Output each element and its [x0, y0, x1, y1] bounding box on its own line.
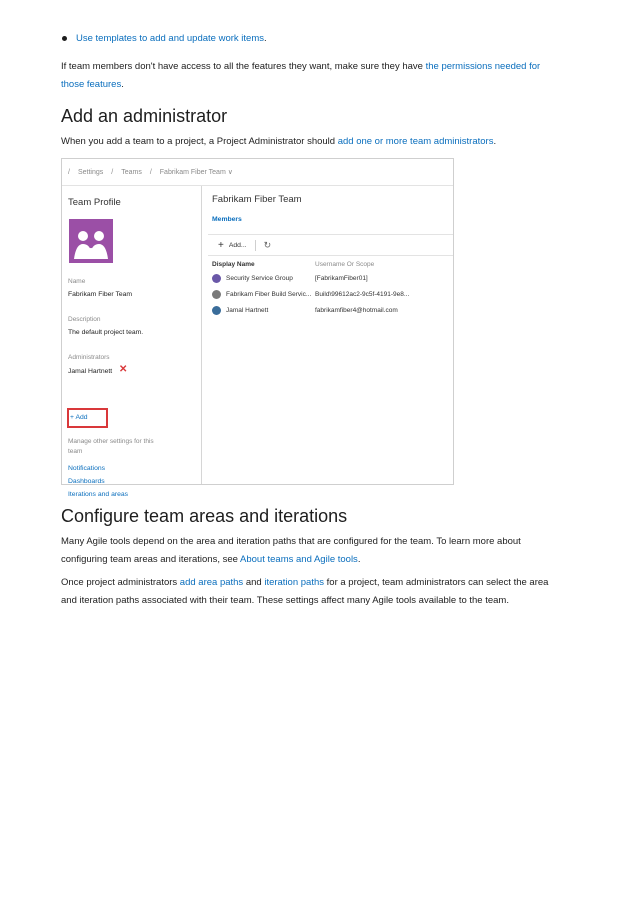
add-admin-button[interactable]: + Add: [70, 414, 88, 421]
manage-text-line-1: Manage other settings for this: [68, 438, 154, 445]
bullet-item: [61, 33, 267, 44]
service-account-icon: [212, 290, 221, 299]
breadcrumb-settings[interactable]: Settings: [77, 168, 104, 176]
paragraph-text: When you add a team to a project, a Project Administrator should: [61, 136, 338, 147]
table-row[interactable]: [212, 306, 453, 315]
bullet-dot-icon: [62, 36, 67, 41]
team-avatar-icon: [69, 219, 113, 263]
row-display-name: Fabrikam Fiber Build Servic...: [226, 291, 312, 298]
paragraph-suffix: .: [493, 136, 497, 147]
iteration-paths-link[interactable]: iteration paths: [264, 577, 325, 588]
row-scope: Build\99612ac2-9c5f-4191-9e8...: [315, 291, 410, 298]
paragraph-text: If team members don't have access to all the features they want, make sure they have: [61, 61, 426, 72]
team-title: Fabrikam Fiber Team: [212, 194, 302, 205]
members-toolbar: [208, 234, 453, 256]
group-icon: [212, 274, 221, 283]
permissions-link[interactable]: the permissions needed for those features: [61, 61, 541, 90]
config-paragraph-2: [61, 574, 556, 610]
paragraph-text: for a project, team administrators can select the area and iteration paths associated with their team. These settings affect many Agile tools available to the team.: [61, 577, 549, 606]
table-row[interactable]: [212, 274, 453, 283]
manage-text-line-2: team: [68, 448, 83, 455]
name-value: Fabrikam Fiber Team: [68, 291, 133, 298]
description-label: Description: [68, 316, 101, 323]
row-display-name: Jamal Hartnett: [226, 307, 269, 314]
bullet-suffix: .: [264, 33, 267, 44]
tab-members[interactable]: Members: [212, 216, 242, 223]
config-paragraph-1: [61, 533, 556, 569]
add-team-administrators-link[interactable]: add one or more team administrators: [337, 136, 494, 147]
add-member-button[interactable]: Add...: [228, 241, 247, 249]
name-label: Name: [68, 278, 86, 285]
user-avatar-icon: [212, 306, 221, 315]
configure-areas-heading: Configure team areas and iterations: [61, 506, 348, 526]
paragraph-suffix: .: [121, 79, 124, 90]
row-scope: fabrikamfiber4@hotmail.com: [315, 307, 398, 314]
row-scope: [FabrikamFiber01]: [315, 275, 368, 282]
breadcrumb-separator: /: [68, 168, 70, 176]
refresh-icon[interactable]: ↻: [263, 239, 272, 250]
add-administrator-heading: Add an administrator: [61, 106, 228, 126]
breadcrumb: [62, 159, 453, 186]
breadcrumb-teams[interactable]: Teams: [121, 168, 142, 176]
row-display-name: Security Service Group: [226, 275, 293, 282]
admin-paragraph: [61, 133, 556, 151]
administrators-label: Administrators: [68, 354, 110, 361]
plus-icon: +: [218, 239, 224, 251]
admin-name: Jamal Hartnett: [68, 368, 113, 375]
column-username[interactable]: Username Or Scope: [315, 261, 375, 268]
breadcrumb-team-selector[interactable]: Fabrikam Fiber Team ∨: [159, 169, 233, 176]
paragraph-text: and: [243, 577, 265, 588]
add-area-paths-link[interactable]: add area paths: [179, 577, 244, 588]
members-table-header: [212, 261, 453, 268]
members-panel: [202, 186, 453, 484]
dashboards-link[interactable]: Dashboards: [68, 478, 105, 485]
permissions-paragraph: [61, 58, 556, 94]
column-display-name[interactable]: Display Name: [212, 261, 255, 268]
paragraph-suffix: .: [357, 554, 361, 565]
paragraph-text: Many Agile tools depend on the area and iteration paths that are configured for the team. To learn more about configuring team areas and iterations, see: [61, 536, 521, 565]
team-avatar: [69, 219, 113, 263]
team-profile-title: Team Profile: [68, 197, 121, 208]
about-teams-link[interactable]: About teams and Agile tools: [240, 554, 358, 565]
templates-link[interactable]: Use templates to add and update work items: [76, 33, 264, 44]
breadcrumb-separator: /: [111, 168, 114, 176]
description-value: The default project team.: [68, 329, 144, 336]
table-row[interactable]: [212, 290, 453, 299]
toolbar-divider: [255, 240, 256, 251]
notifications-link[interactable]: Notifications: [68, 465, 106, 472]
team-profile-panel: [62, 186, 202, 498]
paragraph-text: Once project administrators: [61, 577, 180, 588]
breadcrumb-separator: /: [149, 168, 152, 176]
iterations-areas-link[interactable]: Iterations and areas: [68, 491, 129, 498]
team-settings-screenshot: [61, 158, 454, 498]
remove-admin-icon[interactable]: ✕: [119, 364, 128, 375]
